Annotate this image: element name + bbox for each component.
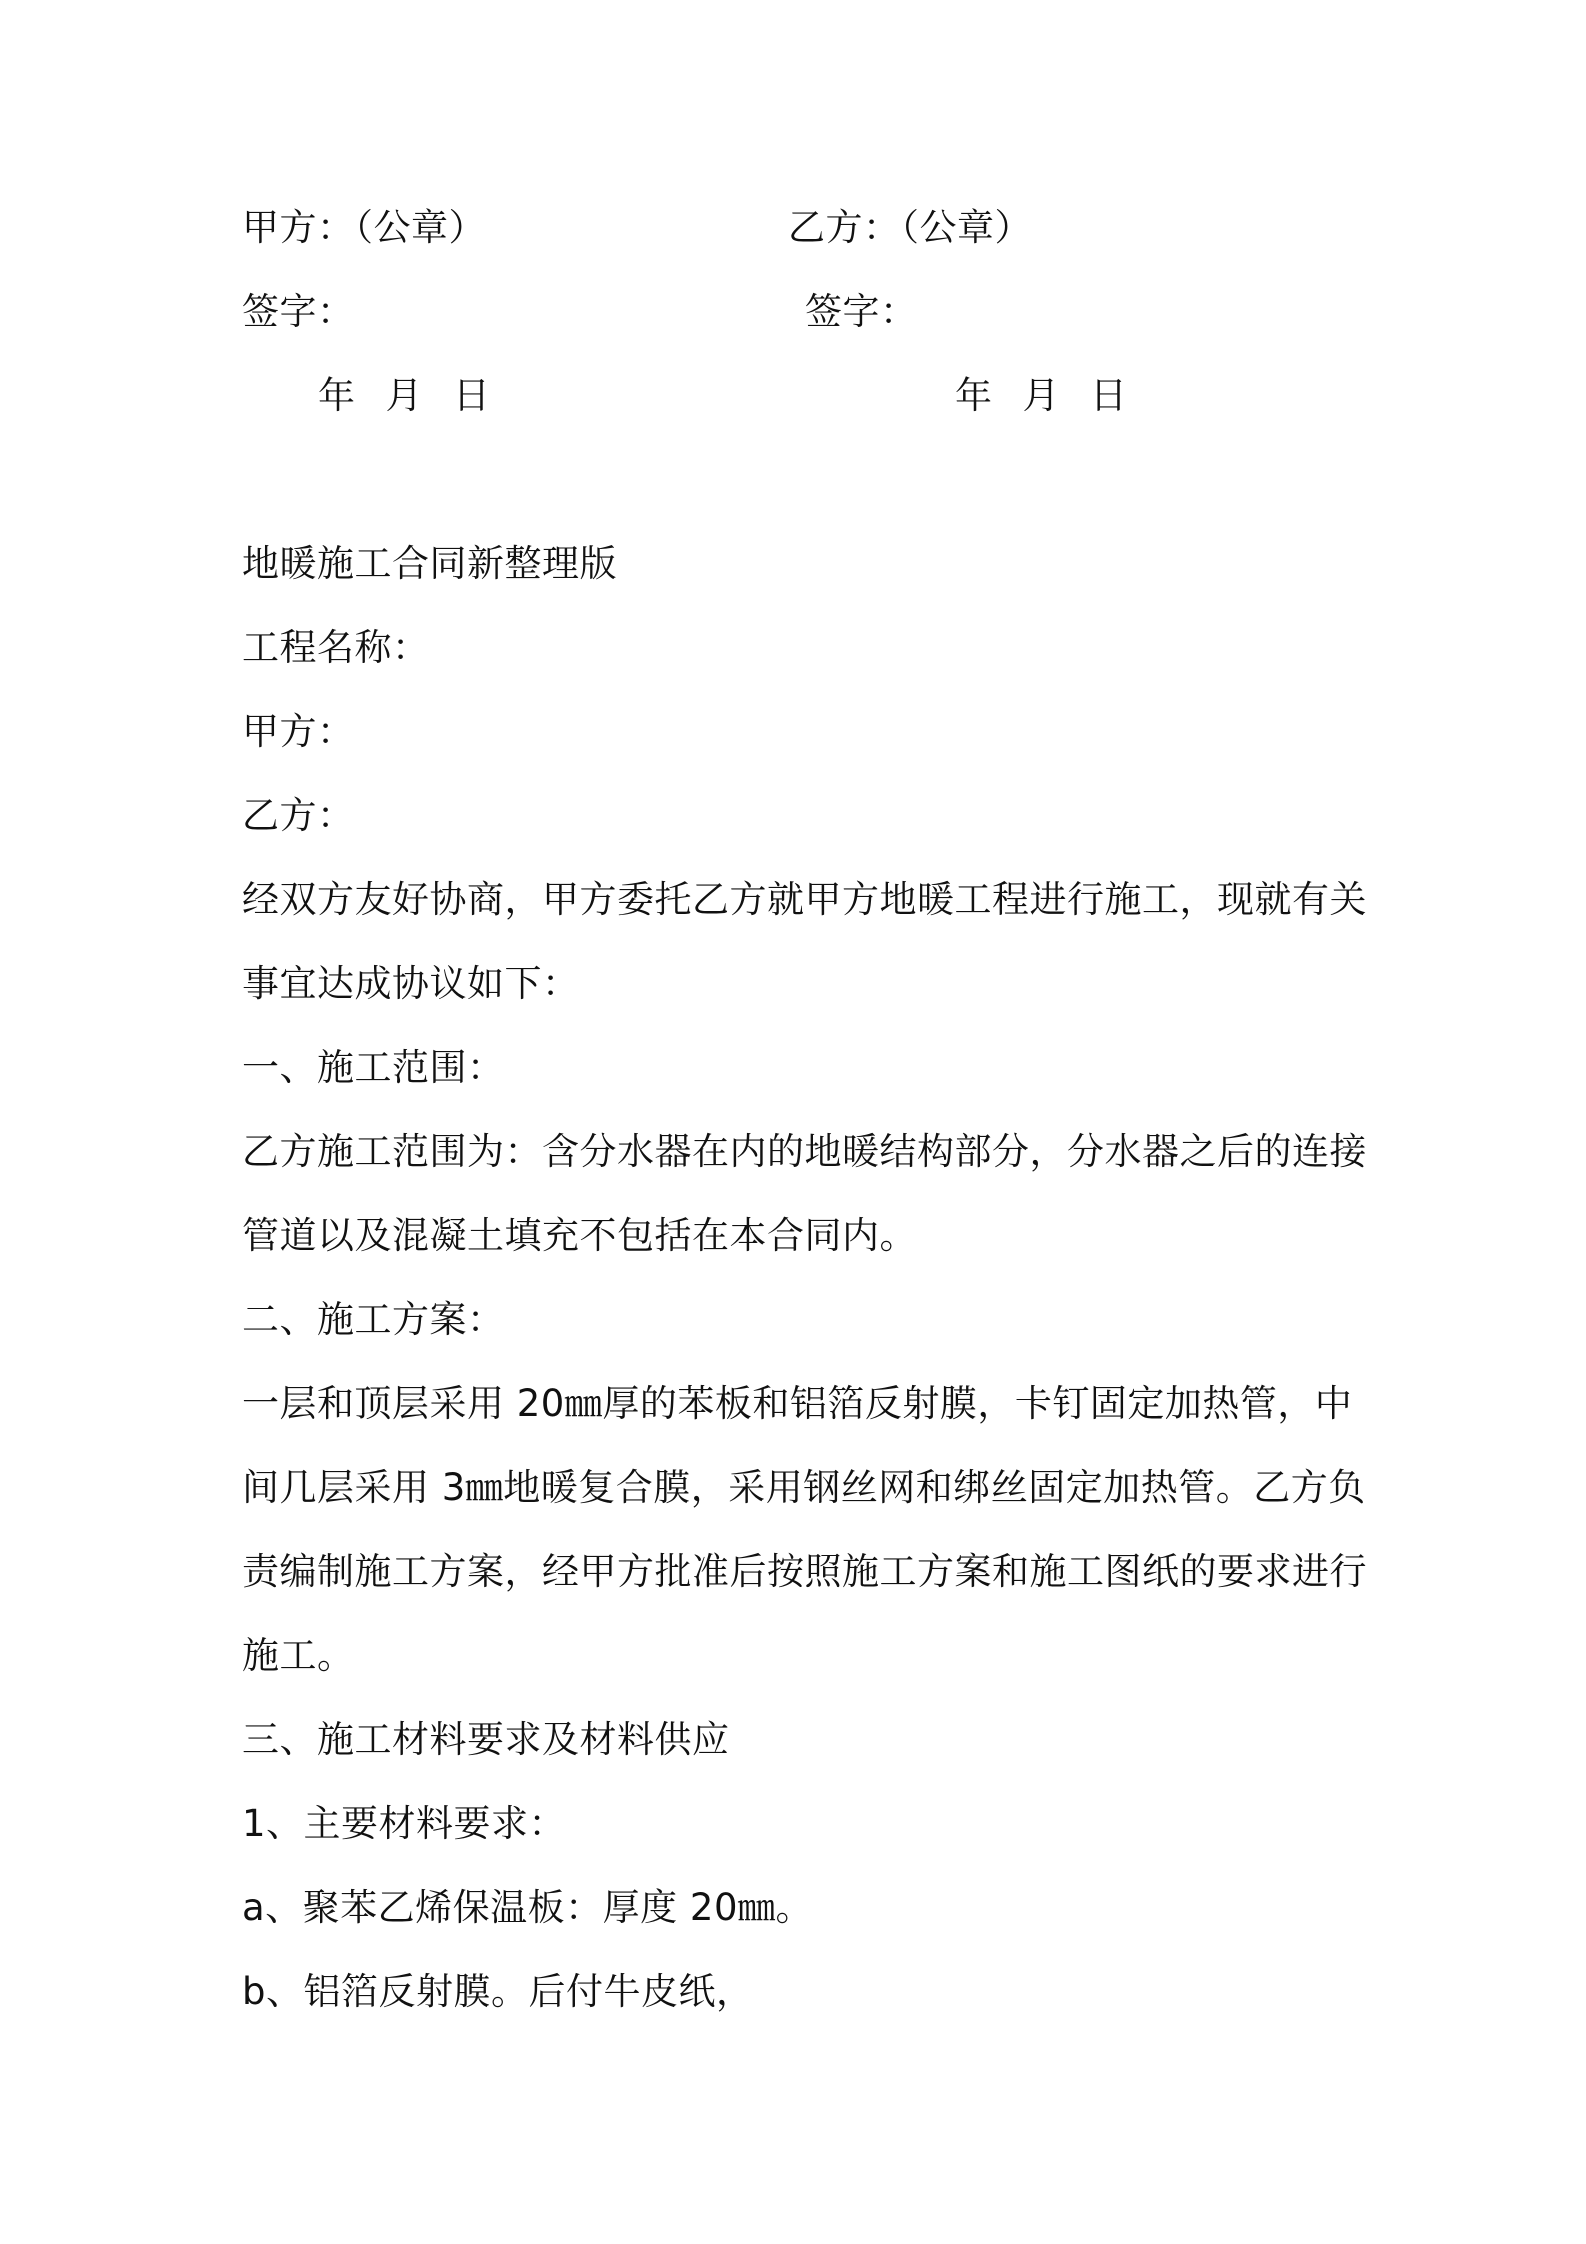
- list-item: a、聚苯乙烯保温板：厚度 20㎜。: [242, 1886, 814, 1929]
- section2-paragraph-line: 一层和顶层采用 20㎜厚的苯板和铝箔反射膜，卡钉固定加热管，中: [242, 1382, 1353, 1425]
- section1-paragraph-line: 管道以及混凝土填充不包括在本合同内。: [242, 1214, 917, 1257]
- subsection-heading: 1、主要材料要求：: [242, 1802, 567, 1845]
- party-a-sign-label: 签字：: [242, 290, 355, 333]
- section-heading: 一、施工范围：: [242, 1046, 505, 1089]
- date-month-label: 月: [385, 374, 423, 417]
- date-year-label: 年: [955, 374, 993, 417]
- date-day-label: 日: [453, 374, 491, 417]
- list-item: b、铝箔反射膜。后付牛皮纸，: [242, 1970, 754, 2013]
- section1-paragraph-line: 乙方施工范围为：含分水器在内的地暖结构部分，分水器之后的连接: [242, 1130, 1367, 1173]
- party-b-sign-label: 签字：: [805, 290, 918, 333]
- document-title: 地暖施工合同新整理版: [242, 542, 617, 585]
- intro-paragraph-line: 经双方友好协商，甲方委托乙方就甲方地暖工程进行施工，现就有关: [242, 878, 1367, 921]
- party-b-date: [955, 371, 1128, 421]
- party-a-label: 甲方：: [242, 710, 355, 753]
- party-a-date: [318, 371, 491, 421]
- section2-paragraph-line: 施工。: [242, 1634, 355, 1677]
- section2-paragraph-line: 责编制施工方案，经甲方批准后按照施工方案和施工图纸的要求进行: [242, 1550, 1367, 1593]
- section-heading: 三、施工材料要求及材料供应: [242, 1718, 730, 1761]
- party-a-seal-label: 甲方：（公章）: [242, 206, 486, 249]
- intro-paragraph-line: 事宜达成协议如下：: [242, 962, 580, 1005]
- party-b-seal-label: 乙方：（公章）: [788, 206, 1032, 249]
- section2-paragraph-line: 间几层采用 3㎜地暖复合膜，采用钢丝网和绑丝固定加热管。乙方负: [242, 1466, 1366, 1509]
- project-name-label: 工程名称：: [242, 626, 430, 669]
- section-heading: 二、施工方案：: [242, 1298, 505, 1341]
- date-day-label: 日: [1090, 374, 1128, 417]
- date-year-label: 年: [318, 374, 356, 417]
- party-b-label: 乙方：: [242, 794, 355, 837]
- date-month-label: 月: [1022, 374, 1060, 417]
